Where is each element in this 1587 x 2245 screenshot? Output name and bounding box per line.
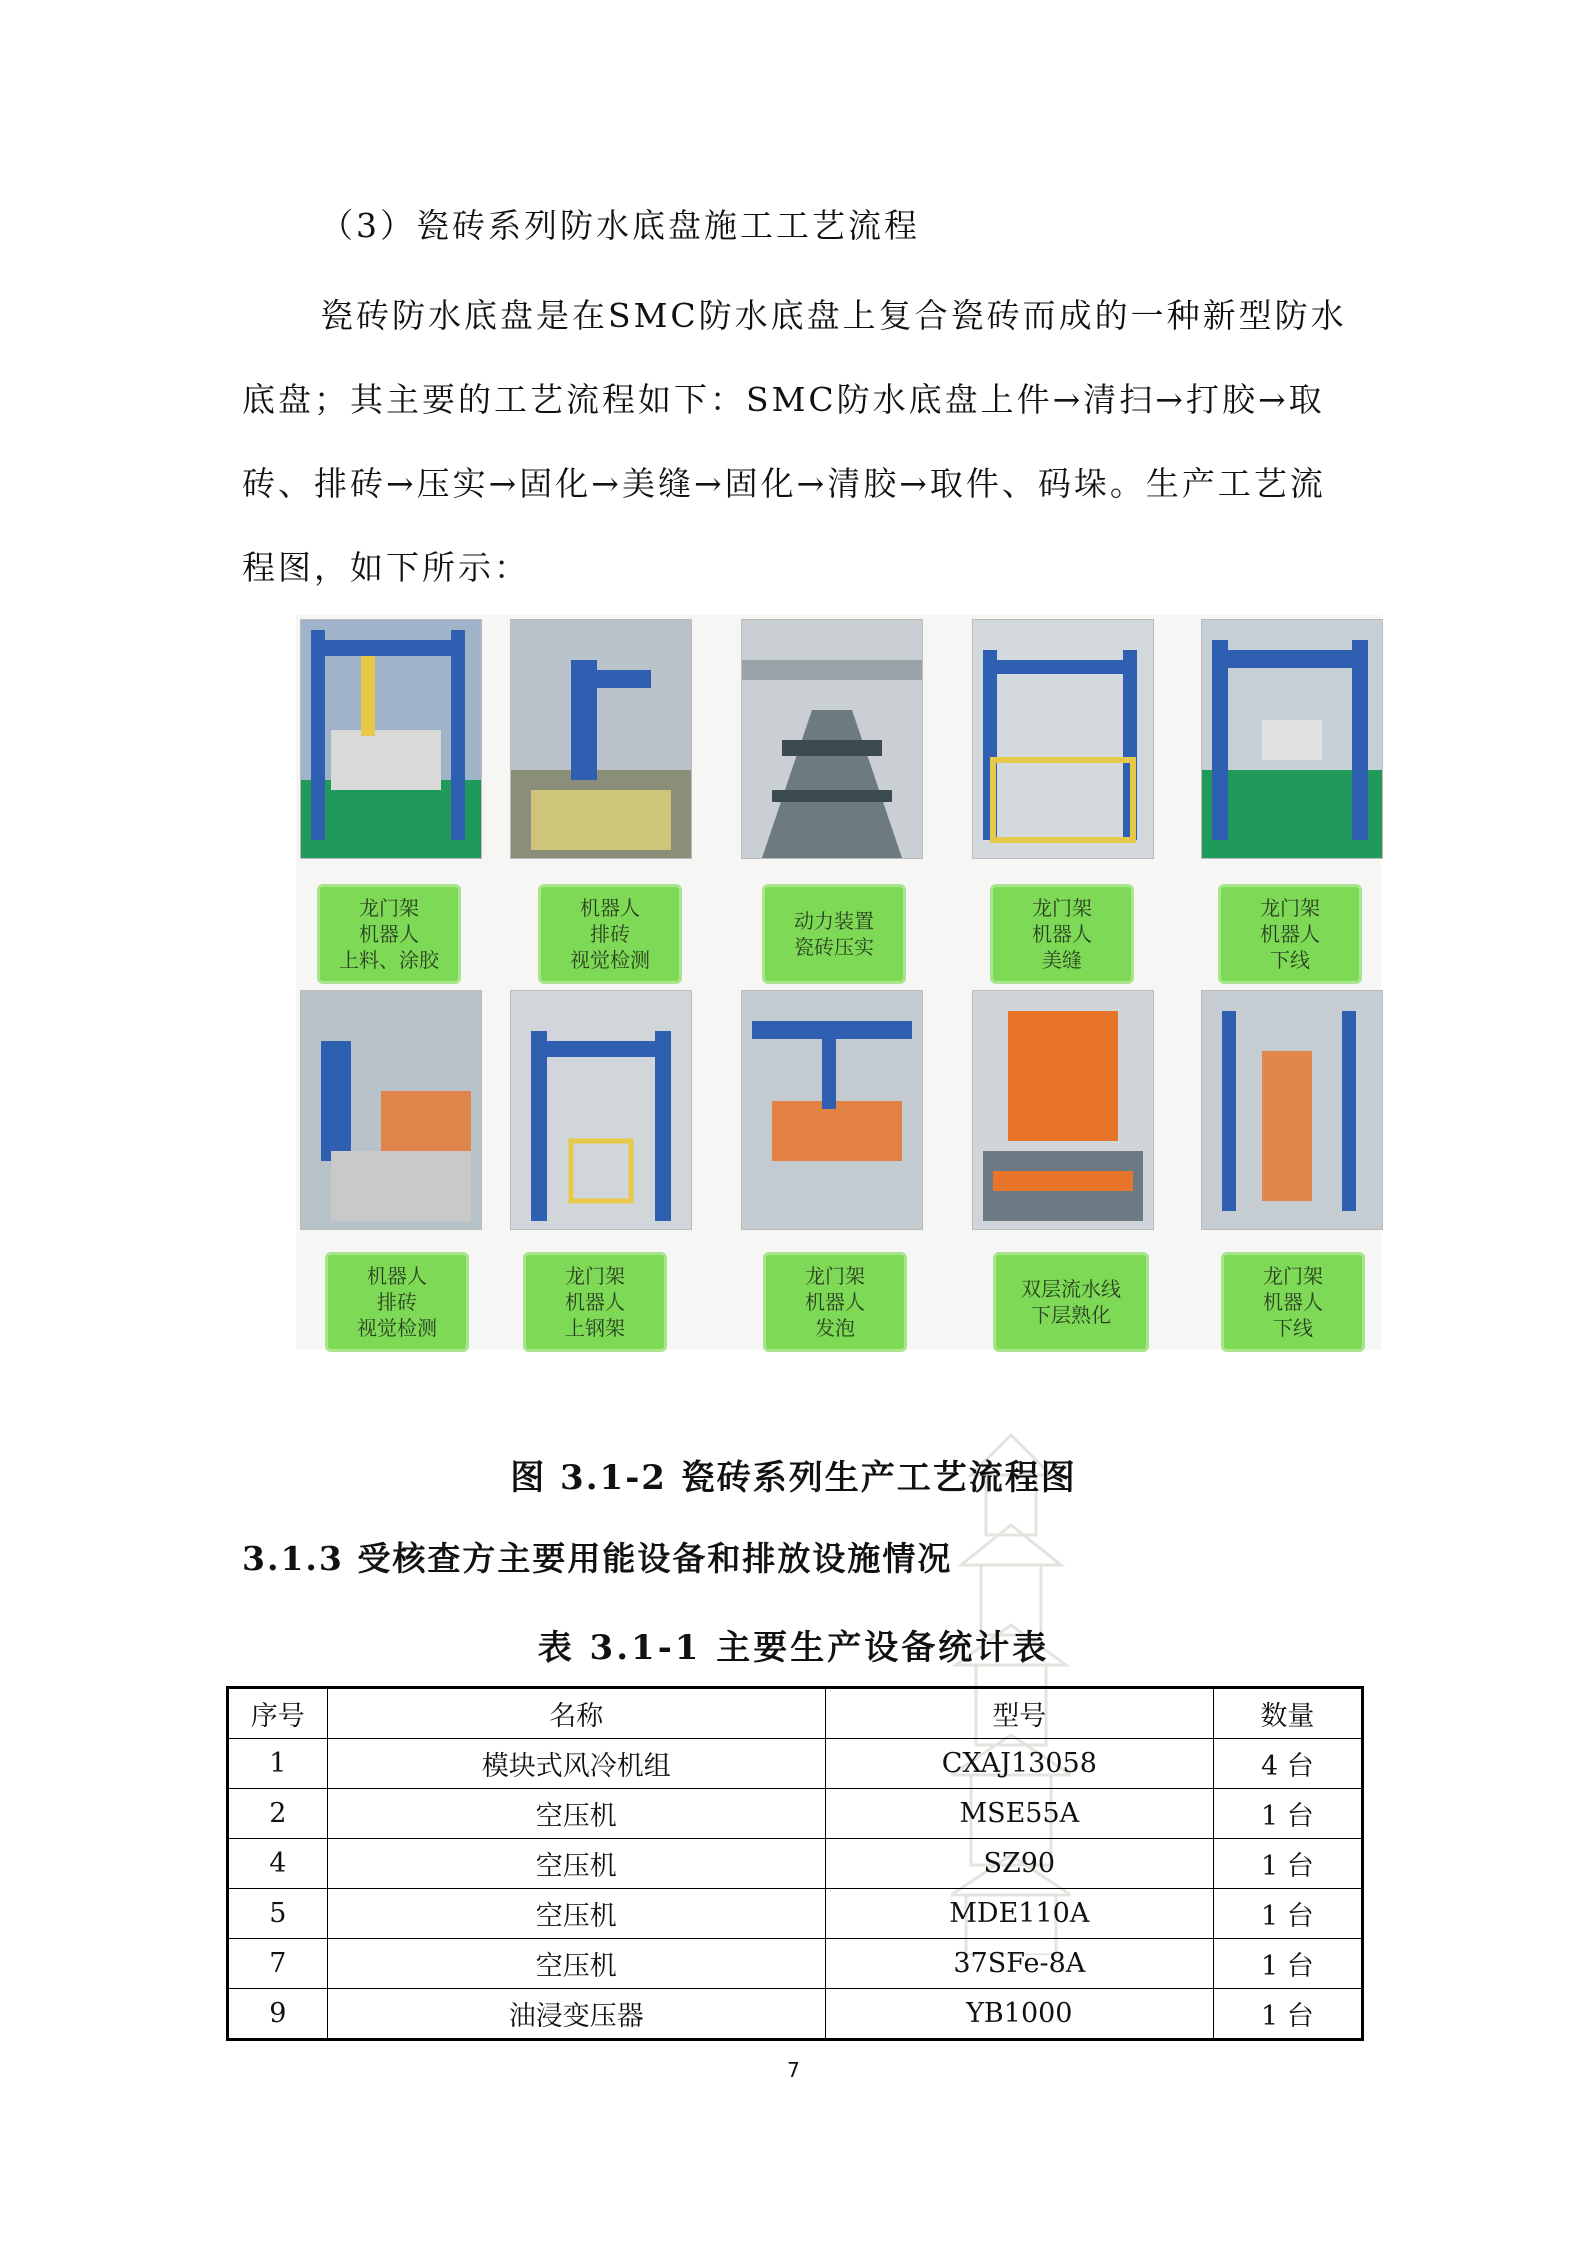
cell-quantity: 1 台 [1213, 1989, 1362, 2040]
photo-press-unit [741, 619, 923, 859]
table-row [228, 1989, 1363, 2040]
cell-name: 空压机 [327, 1789, 825, 1839]
page-number: 7 [787, 2058, 800, 2082]
photo-gantry-offline [1201, 619, 1383, 859]
section-title: 3.1.3 受核查方主要用能设备和排放设施情况 [242, 1539, 953, 1578]
cell-model: CXAJ13058 [825, 1739, 1213, 1789]
cell-name: 空压机 [327, 1939, 825, 1989]
header-index: 序号 [228, 1688, 328, 1739]
header-quantity: 数量 [1213, 1688, 1362, 1739]
photo-robot-tiling [510, 619, 692, 859]
cell-model: SZ90 [825, 1839, 1213, 1889]
step-label: 机器人 排砖 视觉检测 [328, 1255, 466, 1349]
header-name: 名称 [327, 1688, 825, 1739]
process-heading: （3）瓷砖系列防水底盘施工工艺流程 [320, 206, 920, 245]
step-label: 龙门架 机器人 美缝 [993, 887, 1131, 981]
cell-index: 7 [228, 1939, 328, 1989]
step-label: 龙门架 机器人 下线 [1221, 887, 1359, 981]
table-row [228, 1739, 1363, 1789]
step-label: 龙门架 机器人 上料、涂胶 [320, 887, 458, 981]
cell-quantity: 1 台 [1213, 1939, 1362, 1989]
cell-model: YB1000 [825, 1989, 1213, 2040]
step-label: 动力装置 瓷砖压实 [765, 887, 903, 981]
cell-quantity: 1 台 [1213, 1889, 1362, 1939]
figure-caption: 图 3.1-2 瓷砖系列生产工艺流程图 [510, 1458, 1077, 1498]
cell-index: 1 [228, 1739, 328, 1789]
cell-index: 4 [228, 1839, 328, 1889]
photo-robot-tiling-2 [300, 990, 482, 1230]
intro-paragraph: 瓷砖防水底盘是在SMC防水底盘上复合瓷砖而成的一种新型防水底盘；其主要的工艺流程如下：SMC防水底盘上件→清扫→打胶→取砖、排砖→压实→固化→美缝→固化→清胶→取件、码垛。生产工艺流程图，如下所示： [242, 296, 1347, 587]
cell-quantity: 1 台 [1213, 1839, 1362, 1889]
table-row [228, 1839, 1363, 1889]
photo-gantry-loading [300, 619, 482, 859]
photo-gantry-steel-frame [510, 990, 692, 1230]
cell-index: 9 [228, 1989, 328, 2040]
cell-name: 模块式风冷机组 [327, 1739, 825, 1789]
process-flow-figure [296, 615, 1381, 1350]
step-label: 龙门架 机器人 上钢架 [526, 1255, 664, 1349]
cell-name: 油浸变压器 [327, 1989, 825, 2040]
table-caption: 表 3.1-1 主要生产设备统计表 [537, 1628, 1050, 1668]
step-label: 机器人 排砖 视觉检测 [541, 887, 679, 981]
header-model: 型号 [825, 1688, 1213, 1739]
cell-index: 5 [228, 1889, 328, 1939]
photo-gantry-foaming [741, 990, 923, 1230]
table-row [228, 1889, 1363, 1939]
photo-gantry-grouting [972, 619, 1154, 859]
table-row [228, 1789, 1363, 1839]
step-label: 双层流水线 下层熟化 [996, 1255, 1146, 1349]
cell-model: MSE55A [825, 1789, 1213, 1839]
step-label: 龙门架 机器人 下线 [1224, 1255, 1362, 1349]
table-row [228, 1939, 1363, 1989]
step-label: 龙门架 机器人 发泡 [766, 1255, 904, 1349]
equipment-table [226, 1686, 1364, 2041]
cell-quantity: 4 台 [1213, 1739, 1362, 1789]
cell-quantity: 1 台 [1213, 1789, 1362, 1839]
photo-double-line-curing [972, 990, 1154, 1230]
cell-model: 37SFe-8A [825, 1939, 1213, 1989]
cell-index: 2 [228, 1789, 328, 1839]
cell-name: 空压机 [327, 1839, 825, 1889]
cell-name: 空压机 [327, 1889, 825, 1939]
photo-gantry-offline-2 [1201, 990, 1383, 1230]
table-header-row [228, 1688, 1363, 1739]
cell-model: MDE110A [825, 1889, 1213, 1939]
